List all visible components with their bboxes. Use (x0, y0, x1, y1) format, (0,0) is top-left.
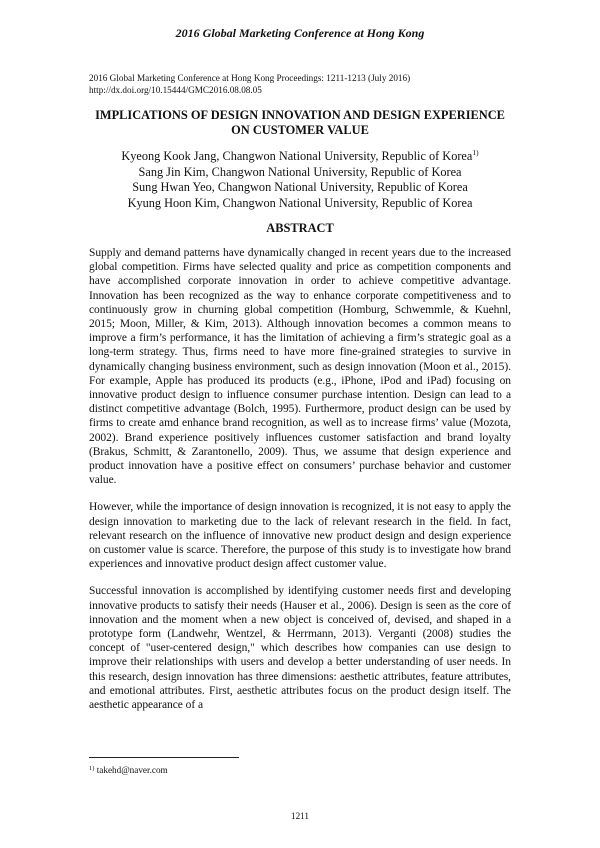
abstract-heading: ABSTRACT (266, 221, 334, 235)
footnote-divider (89, 757, 239, 758)
footnote-email: takehd@naver.com (94, 765, 168, 775)
author-line: Sang Jin Kim, Changwon National University, Republic of Korea (138, 164, 462, 179)
paper-title (60, 108, 540, 138)
doi-link[interactable]: http://dx.doi.org/10.15444/GMC2016.08.08.05 (89, 85, 262, 95)
paragraph: However, while the importance of design innovation is recognized, it is not easy to apply the design innovation to marketing due to the lack of relevant research in the field. In fact, relevant research on the influence of innovative new product design and design experience on customer value is scarce. Therefore, the purpose of this study is to investigate how brand experiences and innovative product design affect customer value. (89, 501, 511, 571)
running-header: 2016 Global Marketing Conference at Hong Kong (175, 26, 425, 40)
title-line-2: ON CUSTOMER VALUE (231, 123, 369, 137)
abstract-body (89, 246, 511, 725)
title-line-1: IMPLICATIONS OF DESIGN INNOVATION AND DESIGN EXPERIENCE (95, 108, 505, 122)
footnote (89, 765, 168, 775)
author-line: Sung Hwan Yeo, Changwon National University, Republic of Korea (132, 180, 468, 194)
proceedings-citation: 2016 Global Marketing Conference at Hong Kong Proceedings: 1211-1213 (July 2016) (89, 73, 411, 83)
footnote-marker: 1) (89, 765, 95, 772)
author-affiliation: Kyeong Kook Jang, Changwon National University, Republic of Korea (121, 149, 473, 163)
footnote-marker: 1) (472, 148, 479, 157)
paragraph: Supply and demand patterns have dynamically changed in recent years due to the increased global competition. Firms have selected quality and price as competition components and have accomplished corporate innovation in order to achieve competitive advantage. Innovation has been recognized as the way to enhance corporate competitiveness and to continuously grow in churning global competition (Homburg, Schwemmle, & Kuehnl, 2015; Moon, Miller, & Kim, 2013). Although innovation becomes a common means to improve a firm’s performance, it has the limitation of achieving a firm’s strategic goal as a long-term strategy. Thus, firms need to have more fine-grained strategies to survive in dynamically changing business environment, such as design innovation (Moon et al., 2015). For example, Apple has produced its products (e.g., iPhone, iPod and iPad) focusing on innovative product design to influence consumer purchase intention. Design can lead to a distinct competitive advantage (Bolch, 1995). Furthermore, product design can be used by firms to create amd enhance brand recognition, as well as to increase firms’ value (Mozota, 2002). Brand experience positively influences customer satisfaction and brand loyalty (Brakus, Schmitt, & Zarantonello, 2009). Thus, we assume that design experience and product innovation have a positive effect on consumers’ purchase behavior and customer value. (89, 247, 511, 487)
proceedings-info (89, 72, 410, 96)
page-number: 1211 (290, 811, 310, 821)
author-line: Kyung Hoon Kim, Changwon National University, Republic of Korea (127, 195, 473, 210)
paragraph: Successful innovation is accomplished by identifying customer needs first and developing innovative products to satisfy their needs (Hauser et al., 2006). Design is seen as the core of innovation and the moment when a new object is conceived of, devised, and shaped in a prototype form (Landwehr, Wentzel, & Herrmann, 2013). Verganti (2008) studies the concept of "user-centered design," which describes how companies can use design to improve their relationships with users and develop a better understanding of user needs. In this research, design innovation has three dimensions: aesthetic attributes, feature attributes, and emotional attributes. First, aesthetic attributes focus on the product design itself. The aesthetic appearance of a (89, 585, 511, 712)
author-line (0, 149, 600, 165)
author-list (0, 149, 600, 211)
